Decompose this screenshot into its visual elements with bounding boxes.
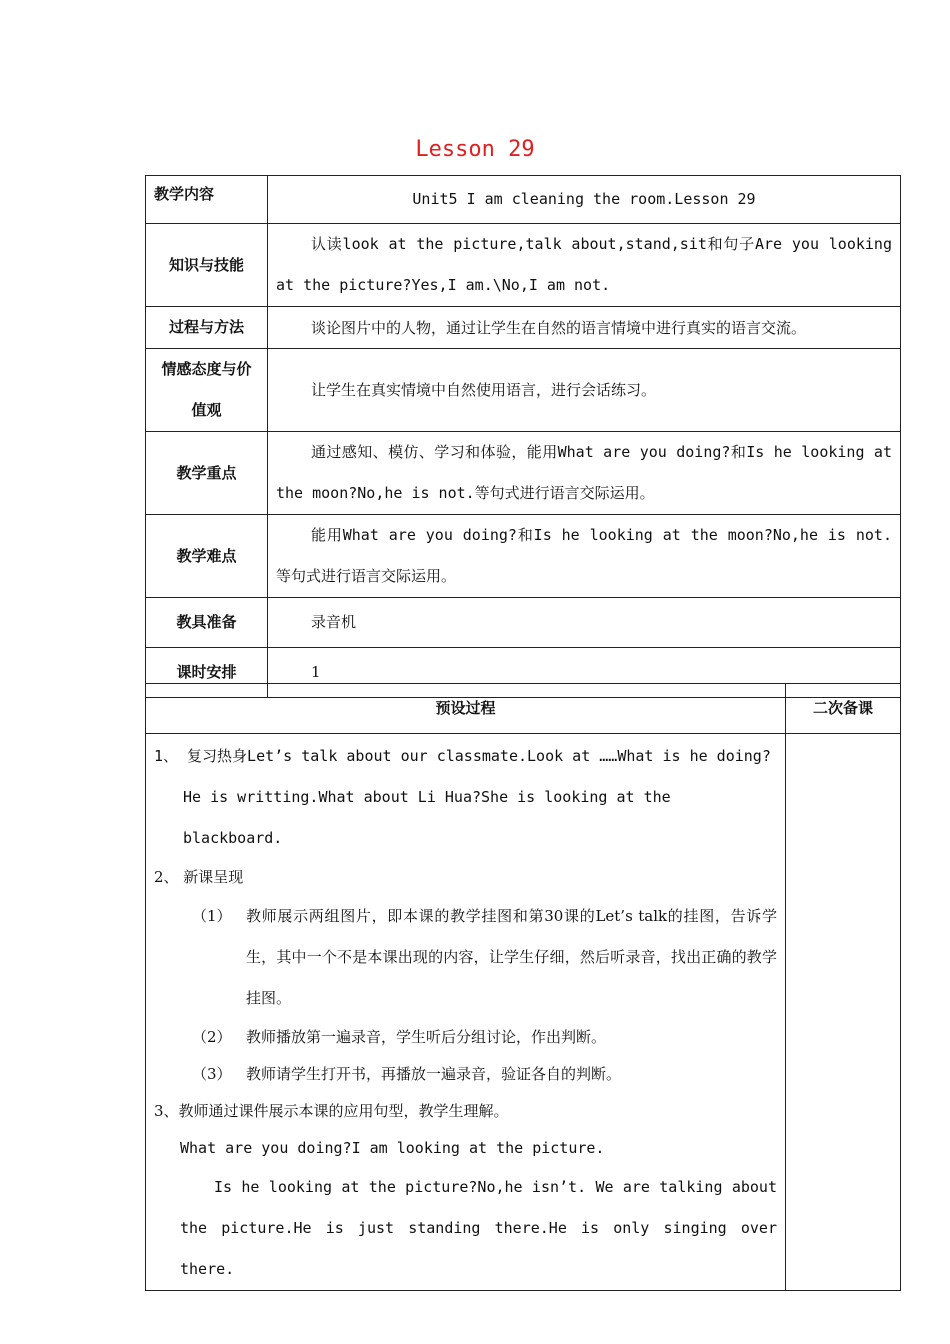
substep-3 [154, 1056, 777, 1093]
row-value: 通过感知、模仿、学习和体验，能用What are you doing?和Is he looking at the moon?No,he is not.等句式进行语言交际运用。 [268, 432, 901, 515]
table-row [146, 684, 901, 734]
row-value: 谈论图片中的人物，通过让学生在自然的语言情境中进行真实的语言交流。 [268, 307, 901, 349]
substep-2 [154, 1019, 777, 1056]
row-label: 过程与方法 [146, 307, 268, 349]
row-label: 教学重点 [146, 432, 268, 515]
substep-number: （2） [192, 1028, 232, 1046]
row-label: 情感态度与价值观 [146, 349, 268, 432]
table-row [146, 432, 901, 515]
table-row [146, 598, 901, 648]
substep-text: 教师请学生打开书，再播放一遍录音，验证各自的判断。 [246, 1065, 622, 1083]
row-label: 课时安排 [146, 648, 268, 698]
row-value: Unit5 I am cleaning the room.Lesson 29 [268, 176, 901, 224]
substep-number: （3） [192, 1065, 232, 1083]
row-value: 能用What are you doing?和Is he looking at the moon?No,he is not.等句式进行语言交际运用。 [268, 515, 901, 598]
step-3-sentence-1: What are you doing?I am looking at the picture. [180, 1139, 605, 1157]
lesson-info-table [145, 175, 901, 698]
table-row [146, 515, 901, 598]
table-row [146, 176, 901, 224]
step-3: 3、教师通过课件展示本课的应用句型，教学生理解。 [154, 1102, 509, 1120]
step-1: 1、 复习热身Let’s talk about our classmate.Look at ……What is he doing? [154, 747, 771, 765]
process-content [146, 734, 786, 1291]
page-title: Lesson 29 [415, 137, 535, 162]
revision-notes-cell [786, 734, 901, 1291]
row-value: 1 [268, 648, 901, 698]
row-label: 教学难点 [146, 515, 268, 598]
table-row [146, 224, 901, 307]
process-table [145, 683, 901, 1291]
table-row [146, 349, 901, 432]
step-2: 2、 新课呈现 [154, 868, 244, 886]
table-row [146, 734, 901, 1291]
substep-text: 教师展示两组图片，即本课的教学挂图和第30课的Let’s talk的挂图，告诉学生，其中一个不是本课出现的内容，让学生仔细，然后听录音，找出正确的教学挂图。 [246, 907, 777, 1007]
row-value: 录音机 [268, 598, 901, 648]
process-header: 预设过程 [146, 684, 786, 734]
step-3-sentence-2: Is he looking at the picture?No,he isn’t. We are talking about the picture.He is just standing there.He is only singing over there. [180, 1178, 777, 1278]
substep-text: 教师播放第一遍录音，学生听后分组讨论，作出判断。 [246, 1028, 607, 1046]
substep-number: （1） [192, 907, 232, 925]
row-label: 教学内容 [146, 176, 268, 224]
row-value: 认读look at the picture,talk about,stand,sit和句子Are you looking at the picture?Yes,I am.\No,I am not. [268, 224, 901, 307]
row-value: 让学生在真实情境中自然使用语言，进行会话练习。 [268, 349, 901, 432]
revision-header: 二次备课 [786, 684, 901, 734]
table-row [146, 307, 901, 349]
substep-1 [154, 896, 777, 1019]
row-label: 知识与技能 [146, 224, 268, 307]
step-1-cont: He is writting.What about Li Hua?She is looking at the blackboard. [183, 788, 671, 847]
row-label: 教具准备 [146, 598, 268, 648]
